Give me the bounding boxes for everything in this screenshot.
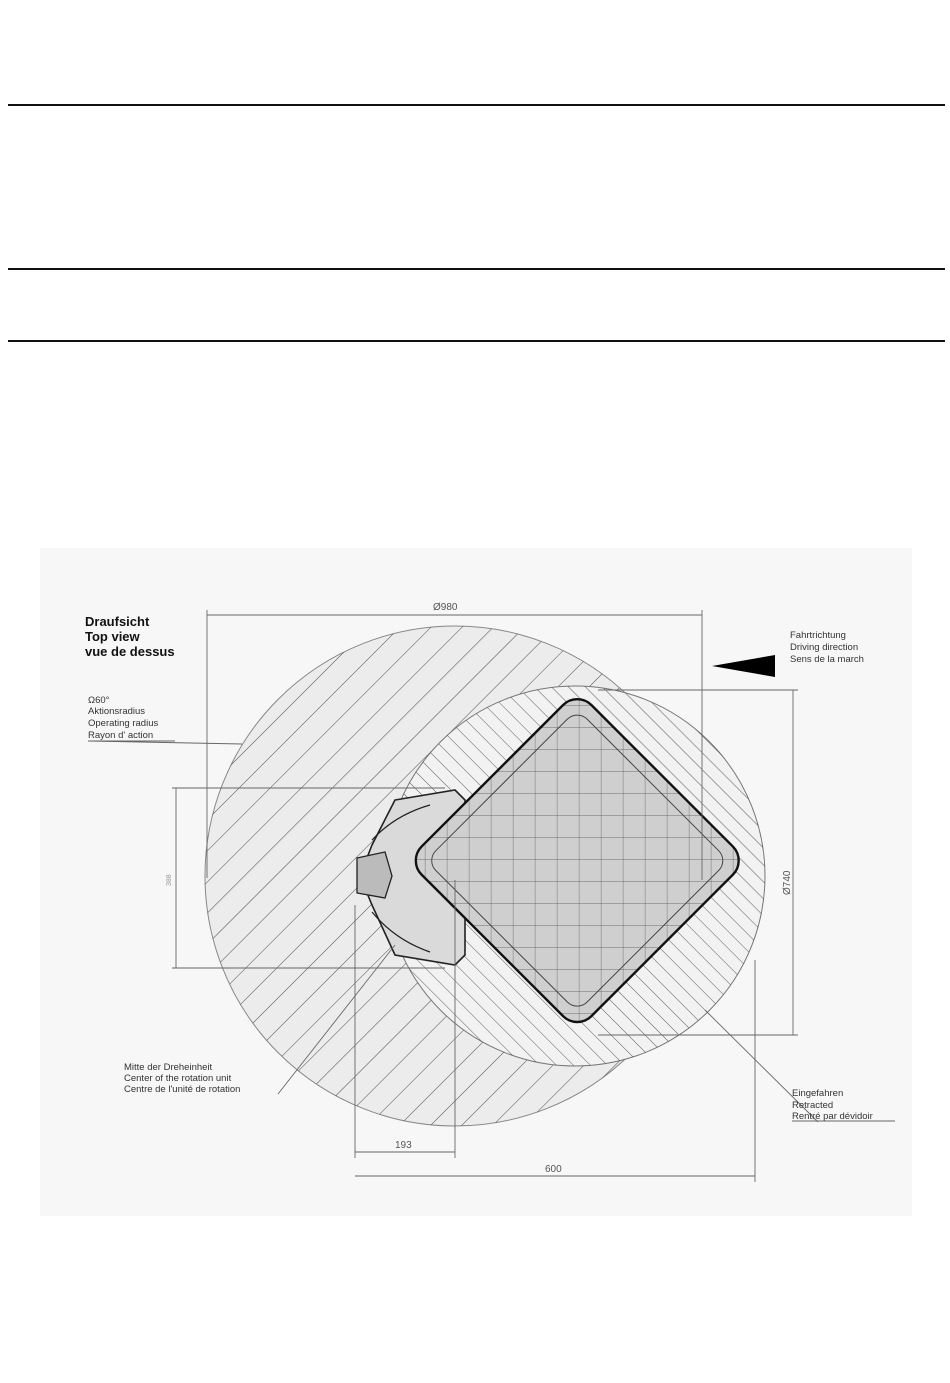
center-label-line-1: Mitte der Dreheinheit — [124, 1062, 213, 1073]
driving-direction-arrow — [712, 655, 775, 677]
inner-diameter-label: Ø740 — [782, 870, 793, 895]
retracted-label-line-2: Retracted — [792, 1100, 834, 1111]
outer-diameter-label: Ø980 — [433, 602, 458, 613]
base-width-label: 600 — [545, 1164, 562, 1175]
radius-label-line-1: Ω60° — [88, 695, 110, 706]
view-title-line-3: vue de dessus — [85, 644, 175, 659]
side-dimension-label: 388 — [166, 874, 173, 886]
direction-label-line-1: Fahrtrichtung — [790, 630, 846, 641]
center-offset-label: 193 — [395, 1140, 412, 1151]
center-label-line-2: Center of the rotation unit — [124, 1073, 232, 1084]
radius-label-line-3: Operating radius — [88, 718, 159, 729]
radius-label-line-4: Rayon d' action — [88, 730, 154, 741]
retracted-label-line-3: Rentré par dévidoir — [792, 1111, 873, 1122]
view-title-line-1: Draufsicht — [85, 614, 150, 629]
center-label-line-3: Centre de l'unité de rotation — [124, 1084, 241, 1095]
retracted-label-line-1: Eingefahren — [792, 1088, 844, 1099]
view-title-line-2: Top view — [85, 629, 140, 644]
radius-label-line-2: Aktionsradius — [88, 706, 146, 717]
direction-label-line-3: Sens de la march — [790, 654, 864, 665]
direction-label-line-2: Driving direction — [790, 642, 859, 653]
